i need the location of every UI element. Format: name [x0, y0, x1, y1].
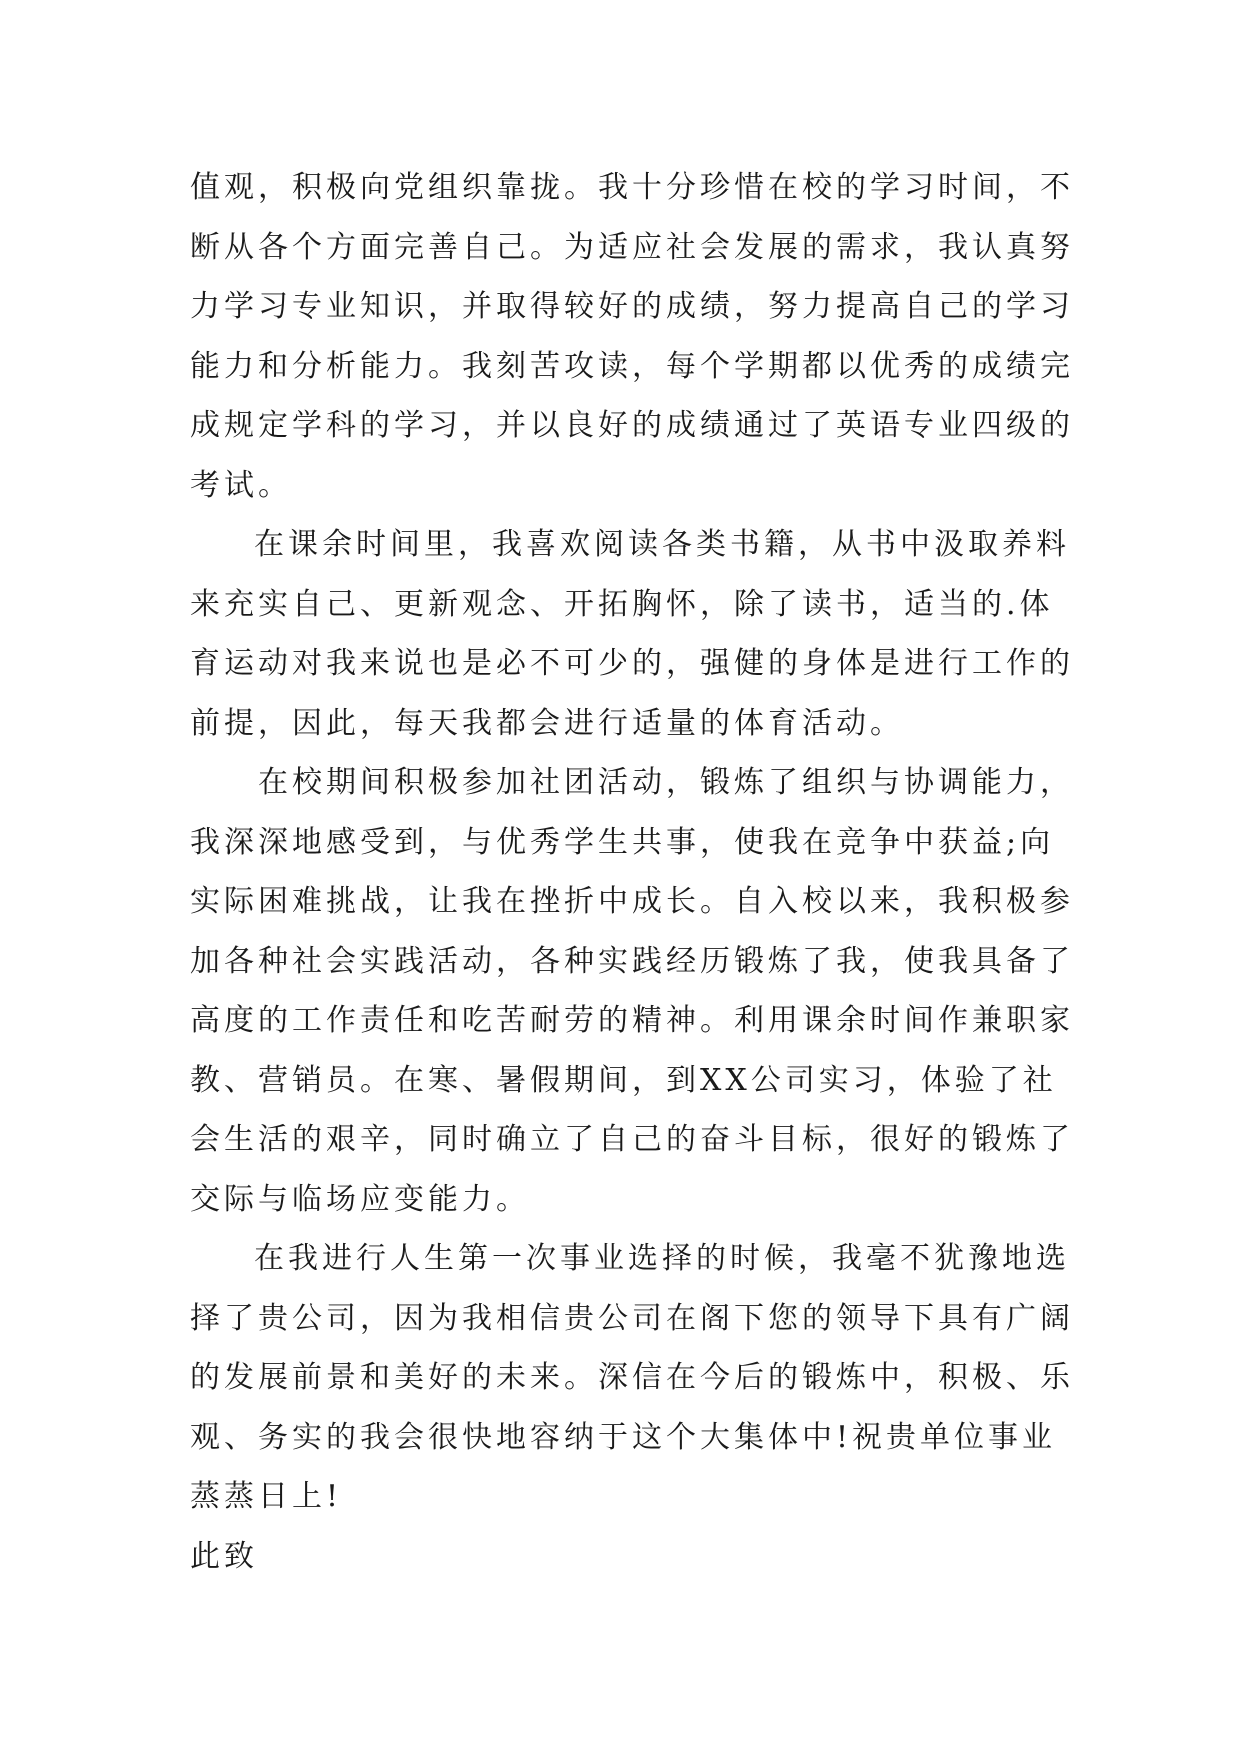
text-line: 值观，积极向党组织靠拢。我十分珍惜在校的学习时间，不 [190, 170, 1074, 205]
text-line: 力学习专业知识，并取得较好的成绩，努力提高自己的学习 [190, 289, 1074, 324]
text-line: 蒸蒸日上! [190, 1479, 343, 1514]
text-line: 会生活的艰辛，同时确立了自己的奋斗目标，很好的锻炼了 [190, 1122, 1074, 1157]
text-line: 考试。 [190, 467, 292, 503]
text-line: 成规定学科的学习，并以良好的成绩通过了英语专业四级的 [190, 408, 1074, 443]
closing-salutation: 此致 [190, 1538, 258, 1574]
paragraph-start-line: 在课余时间里，我喜欢阅读各类书籍，从书中汲取养料 [254, 527, 1070, 562]
text-line: 择了贵公司，因为我相信贵公司在阁下您的领导下具有广阔 [190, 1300, 1074, 1336]
text-line: 教、营销员。在寒、暑假期间，到XX公司实习，体验了社 [190, 1062, 1057, 1098]
paragraph-start-line: 在我进行人生第一次事业选择的时候，我毫不犹豫地选 [254, 1241, 1070, 1276]
text-line: 高度的工作责任和吃苦耐劳的精神。利用课余时间作兼职家 [190, 1003, 1074, 1038]
text-line: 育运动对我来说也是必不可少的，强健的身体是进行工作的 [190, 646, 1074, 681]
text-line: 前提，因此，每天我都会进行适量的体育活动。 [190, 705, 904, 741]
text-line: 交际与临场应变能力。 [190, 1181, 530, 1217]
text-line: 断从各个方面完善自己。为适应社会发展的需求，我认真努 [190, 229, 1074, 265]
text-line: 实际困难挑战，让我在挫折中成长。自入校以来，我积极参 [190, 884, 1074, 919]
letter-body [190, 158, 1074, 1586]
text-line: 观、务实的我会很快地容纳于这个大集体中!祝贵单位事业 [190, 1419, 1057, 1455]
text-line: 的发展前景和美好的未来。深信在今后的锻炼中，积极、乐 [190, 1360, 1074, 1395]
text-line: 加各种社会实践活动，各种实践经历锻炼了我，使我具备了 [190, 943, 1074, 979]
text-line: 来充实自己、更新观念、开拓胸怀，除了读书，适当的.体 [190, 586, 1054, 622]
text-line: 我深深地感受到，与优秀学生共事，使我在竞争中获益;向 [190, 824, 1055, 860]
paragraph-start-line: 在校期间积极参加社团活动，锻炼了组织与协调能力， [258, 765, 1074, 800]
text-line: 能力和分析能力。我刻苦攻读，每个学期都以优秀的成绩完 [190, 348, 1074, 384]
